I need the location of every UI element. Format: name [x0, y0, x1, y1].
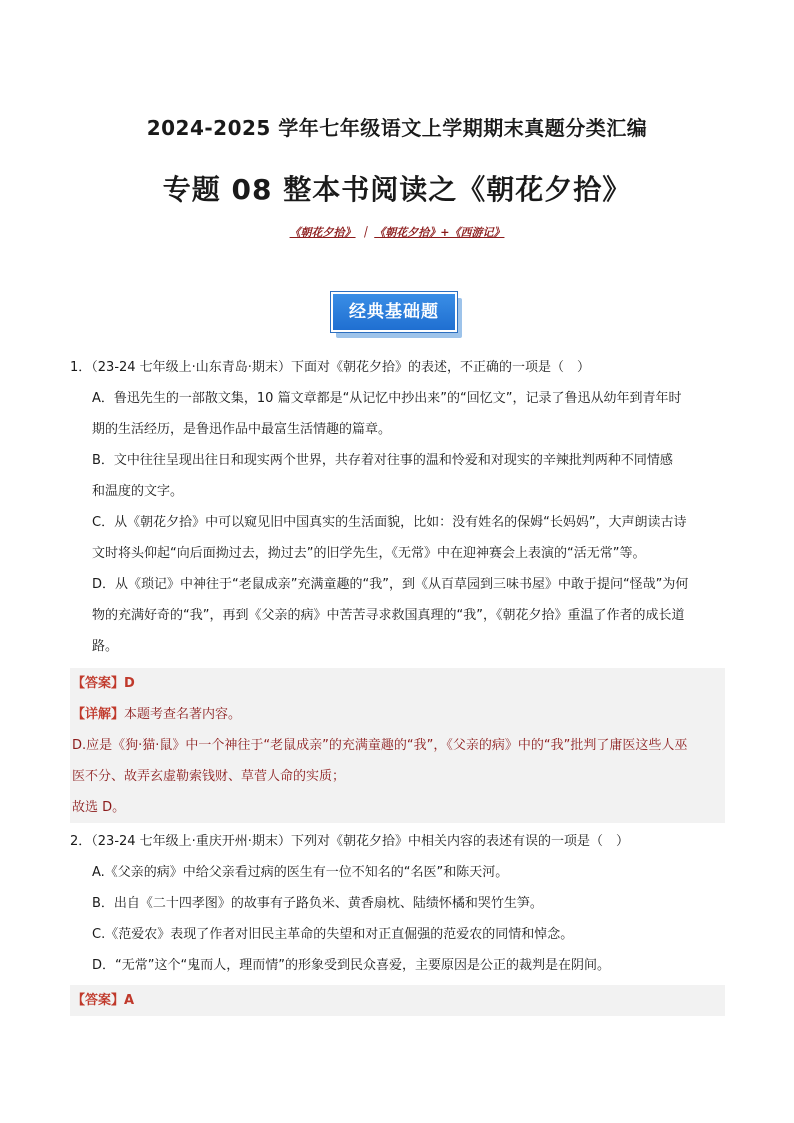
- document-title: 2024-2025 学年七年级语文上学期期末真题分类汇编: [146, 116, 648, 140]
- section-badge: [331, 292, 465, 340]
- question-1-option-a-line-2: 期的生活经历，是鲁迅作品中最富生活情趣的篇章。: [92, 422, 392, 437]
- breadcrumb: [0, 224, 794, 240]
- detail-line: [70, 699, 725, 730]
- conclusion-line: 故选 D。: [72, 800, 126, 815]
- answer-label: 【答案】: [72, 993, 125, 1008]
- explanation-line-2: 医不分、故弄玄虚勒索钱财、草菅人命的实质；: [72, 769, 346, 784]
- question-1-answer-block: [70, 668, 725, 823]
- question-2: [70, 826, 725, 981]
- answer-line: [70, 985, 725, 1016]
- answer-value: A: [124, 993, 135, 1008]
- question-1-option-c-line-2: 文时将头仰起“向后面拗过去，拗过去”的旧学先生，《无常》中在迎神赛会上表演的“活无常”等。: [92, 546, 646, 561]
- detail-label: 【详解】: [72, 707, 125, 722]
- question-2-option-a: A.《父亲的病》中给父亲看过病的医生有一位不知名的“名医”和陈天河。: [92, 865, 509, 880]
- breadcrumb-part-1: 《朝花夕拾》: [289, 226, 356, 239]
- question-2-answer-block: [70, 985, 725, 1016]
- question-1-option-d-line-3: 路。: [92, 639, 119, 654]
- breadcrumb-separator: ｜: [359, 226, 371, 239]
- question-2-option-b: B．出自《二十四孝图》的故事有子路负米、黄香扇枕、陆绩怀橘和哭竹生笋。: [92, 896, 543, 911]
- document-subtitle: 专题 08 整本书阅读之《朝花夕拾》: [162, 173, 632, 206]
- question-1-stem: 1．（23-24 七年级上·山东青岛·期末）下面对《朝花夕拾》的表述，不正确的一项是（ ）: [70, 360, 590, 375]
- question-2-option-c: C.《范爱农》表现了作者对旧民主革命的失望和对正直倔强的范爱农的同情和悼念。: [92, 927, 574, 942]
- detail-text: 本题考查名著内容。: [124, 707, 242, 722]
- question-2-stem: 2．（23-24 七年级上·重庆开州·期末）下列对《朝花夕拾》中相关内容的表述有误的一项是（ ）: [70, 834, 629, 849]
- question-1-option-d-line-2: 物的充满好奇的“我”，再到《父亲的病》中苦苦寻求救国真理的“我”，《朝花夕拾》重温了作者的成长道: [92, 608, 685, 623]
- breadcrumb-part-2: 《朝花夕拾》+《西游记》: [374, 226, 505, 239]
- question-1-option-b-line-1: B．文中往往呈现出往日和现实两个世界，共存着对往事的温和怜爱和对现实的辛辣批判两种不同情感: [92, 453, 673, 468]
- question-1: [70, 352, 725, 662]
- answer-value: D: [124, 676, 135, 691]
- explanation-line-1: D.应是《狗·猫·鼠》中一个神往于“老鼠成亲”的充满童趣的“我”，《父亲的病》中的“我”批判了庸医这些人巫: [72, 738, 688, 753]
- question-2-option-d: D．“无常”这个“鬼而人，理而情”的形象受到民众喜爱，主要原因是公正的裁判是在阴间。: [92, 958, 610, 973]
- question-1-option-b-line-2: 和温度的文字。: [92, 484, 184, 499]
- section-badge-label: 经典基础题: [331, 292, 457, 332]
- question-1-option-c-line-1: C．从《朝花夕拾》中可以窥见旧中国真实的生活面貌，比如：没有姓名的保姆“长妈妈”，大声朗读古诗: [92, 515, 687, 530]
- answer-line: [70, 668, 725, 699]
- question-1-option-a-line-1: A．鲁迅先生的一部散文集，10 篇文章都是“从记忆中抄出来”的“回忆文”，记录了鲁迅从幼年到青年时: [92, 391, 682, 406]
- question-1-option-d-line-1: D．从《琐记》中神往于“老鼠成亲”充满童趣的“我”，到《从百草园到三味书屋》中敢于提问“怪哉”为何: [92, 577, 689, 592]
- answer-label: 【答案】: [72, 676, 125, 691]
